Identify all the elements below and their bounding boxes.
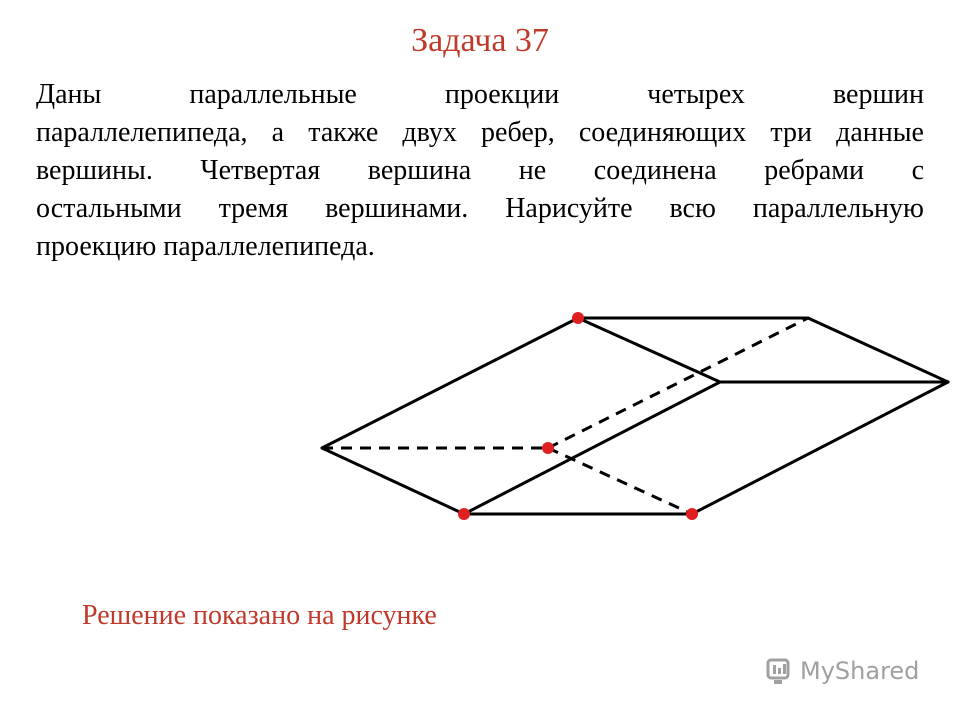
- word: соединена: [593, 155, 717, 186]
- edge: [322, 318, 578, 448]
- word: не: [518, 155, 547, 186]
- edge: [578, 318, 720, 382]
- word: вершин: [832, 79, 924, 110]
- given-vertex: [542, 442, 554, 454]
- parallelepiped-figure: [300, 300, 960, 530]
- word: а: [271, 117, 285, 148]
- word: три: [770, 117, 812, 148]
- solution-note: Решение показано на рисунке: [82, 600, 437, 631]
- watermark: [766, 656, 919, 686]
- word: ребрами: [764, 155, 865, 186]
- word: Нарисуйте: [505, 193, 633, 224]
- word: также: [308, 117, 379, 148]
- problem-line-5: [36, 228, 924, 266]
- word: всю: [669, 193, 716, 224]
- given-vertex: [458, 508, 470, 520]
- word: с: [911, 155, 924, 186]
- problem-line-1: [36, 76, 924, 114]
- problem-line-2: [36, 114, 924, 152]
- myshared-logo-icon: [766, 656, 794, 686]
- problem-title: Задача 37: [411, 22, 549, 59]
- word: четырех: [647, 79, 745, 110]
- given-vertex: [686, 508, 698, 520]
- problem-line-4: [36, 190, 924, 228]
- word: вершины.: [36, 155, 153, 186]
- word: тремя: [218, 193, 289, 224]
- word: проекцию параллелепипеда.: [36, 231, 375, 262]
- word: Четвертая: [200, 155, 321, 186]
- edge: [322, 448, 464, 514]
- word: двух: [402, 117, 457, 148]
- word: остальными: [36, 193, 182, 224]
- word: параллельную: [752, 193, 924, 224]
- word: параллельные: [189, 79, 357, 110]
- word: Даны: [36, 79, 102, 110]
- word: вершина: [367, 155, 472, 186]
- word: соединяющих: [578, 117, 747, 148]
- word: параллелепипеда,: [36, 117, 248, 148]
- word: ребер,: [481, 117, 555, 148]
- problem-statement: [36, 76, 924, 266]
- edge: [692, 382, 948, 514]
- hidden-edge: [548, 448, 692, 514]
- watermark-text: MyShared: [800, 657, 920, 685]
- problem-line-3: [36, 152, 924, 190]
- given-vertex: [572, 312, 584, 324]
- word: данные: [836, 117, 924, 148]
- word: проекции: [444, 79, 560, 110]
- edge: [808, 318, 948, 382]
- word: вершинами.: [325, 193, 469, 224]
